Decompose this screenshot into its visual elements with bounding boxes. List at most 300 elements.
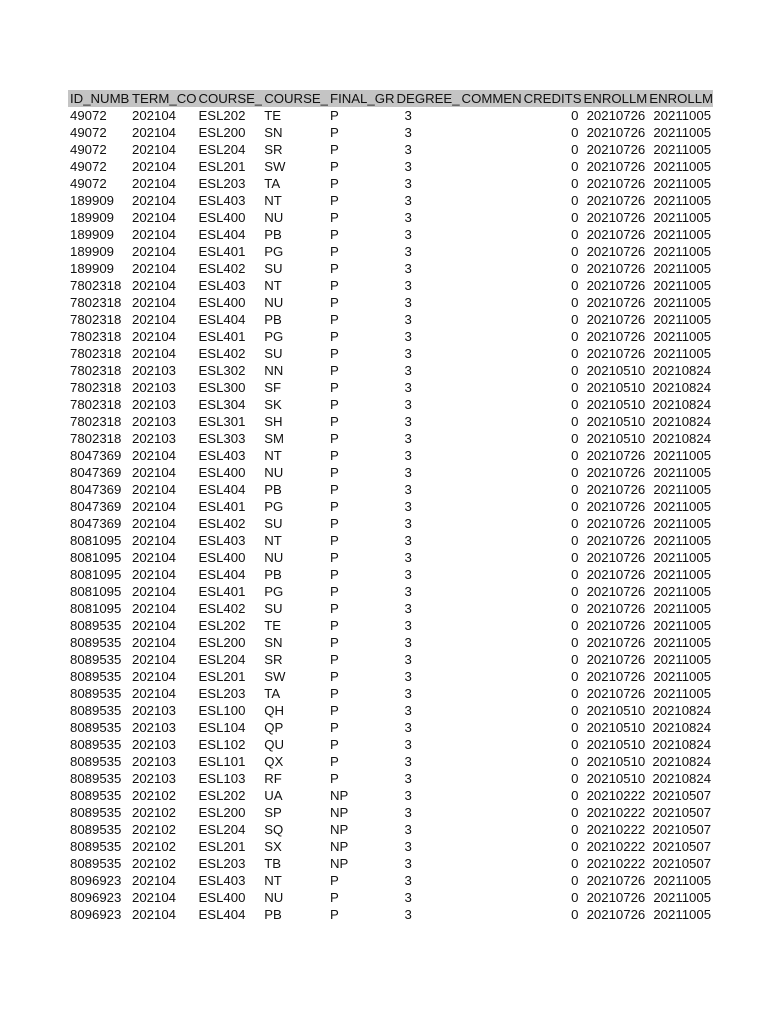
cell-enroll-end: 20211005 <box>653 533 712 548</box>
cell-course-section: SF <box>264 380 282 395</box>
cell-degree: 3 <box>404 516 412 531</box>
cell-course-code: ESL202 <box>198 788 246 803</box>
cell-enroll-start: 20210726 <box>586 907 646 922</box>
cell-comment <box>460 719 522 736</box>
cell-enroll-end: 20211005 <box>653 159 712 174</box>
cell-final-grade: P <box>330 499 339 514</box>
cell-enroll-end: 20210507 <box>652 856 712 871</box>
cell-course-code: ESL203 <box>198 686 246 701</box>
cell-course-code: ESL300 <box>198 380 246 395</box>
cell-enroll-end: 20211005 <box>653 125 712 140</box>
cell-credits: 0 <box>571 703 579 718</box>
cell-course-code: ESL402 <box>198 261 246 276</box>
cell-id: 8089535 <box>70 720 122 735</box>
cell-term: 202104 <box>132 312 177 327</box>
cell-enroll-end: 20210824 <box>652 720 712 735</box>
cell-course-section: SK <box>264 397 282 412</box>
cell-credits: 0 <box>571 788 579 803</box>
cell-credits: 0 <box>571 397 579 412</box>
cell-id: 189909 <box>70 193 115 208</box>
cell-course-section: NT <box>264 278 282 293</box>
cell-enroll-end: 20211005 <box>653 295 712 310</box>
cell-term: 202103 <box>132 737 177 752</box>
cell-final-grade: P <box>330 482 339 497</box>
cell-course-code: ESL402 <box>198 601 246 616</box>
cell-final-grade: P <box>330 278 339 293</box>
cell-course-code: ESL401 <box>198 329 246 344</box>
table-row <box>68 753 713 770</box>
cell-comment <box>460 872 522 889</box>
cell-enroll-start: 20210726 <box>586 125 646 140</box>
cell-final-grade: P <box>330 142 339 157</box>
table-row <box>68 770 713 787</box>
cell-credits: 0 <box>571 873 579 888</box>
cell-id: 8089535 <box>70 839 122 854</box>
cell-course-code: ESL204 <box>198 652 246 667</box>
cell-degree: 3 <box>404 380 412 395</box>
cell-final-grade: P <box>330 295 339 310</box>
cell-enroll-start: 20210726 <box>586 210 646 225</box>
cell-id: 7802318 <box>70 278 122 293</box>
header-cell-degree: DEGREE_ <box>396 91 460 106</box>
cell-comment <box>460 464 522 481</box>
cell-course-section: SW <box>264 159 286 174</box>
cell-course-code: ESL400 <box>198 550 246 565</box>
cell-enroll-start: 20210510 <box>586 397 646 412</box>
table-row <box>68 158 713 175</box>
cell-enroll-end: 20211005 <box>653 244 712 259</box>
cell-course-section: TE <box>264 108 282 123</box>
cell-degree: 3 <box>404 261 412 276</box>
cell-id: 8047369 <box>70 448 122 463</box>
cell-course-code: ESL102 <box>198 737 246 752</box>
header-row <box>68 90 713 107</box>
cell-credits: 0 <box>571 108 579 123</box>
cell-enroll-start: 20210510 <box>586 754 646 769</box>
cell-enroll-start: 20210726 <box>586 686 646 701</box>
cell-degree: 3 <box>404 533 412 548</box>
cell-credits: 0 <box>571 414 579 429</box>
cell-id: 189909 <box>70 244 115 259</box>
table-row <box>68 583 713 600</box>
cell-enroll-start: 20210726 <box>586 601 646 616</box>
cell-course-code: ESL200 <box>198 635 246 650</box>
cell-degree: 3 <box>404 567 412 582</box>
cell-degree: 3 <box>404 329 412 344</box>
cell-credits: 0 <box>571 720 579 735</box>
cell-course-section: TE <box>264 618 282 633</box>
cell-enroll-start: 20210222 <box>586 788 646 803</box>
cell-final-grade: NP <box>330 822 349 837</box>
cell-final-grade: P <box>330 397 339 412</box>
cell-enroll-start: 20210726 <box>586 159 646 174</box>
cell-credits: 0 <box>571 210 579 225</box>
cell-enroll-end: 20211005 <box>653 312 712 327</box>
table-row <box>68 651 713 668</box>
cell-enroll-end: 20210824 <box>652 703 712 718</box>
cell-credits: 0 <box>571 244 579 259</box>
cell-comment <box>460 209 522 226</box>
cell-term: 202104 <box>132 346 177 361</box>
table-row <box>68 413 713 430</box>
cell-course-section: NU <box>264 890 284 905</box>
header-cell-enroll-start: ENROLLM <box>583 91 648 106</box>
cell-enroll-end: 20211005 <box>653 227 712 242</box>
cell-course-code: ESL404 <box>198 482 246 497</box>
cell-term: 202104 <box>132 159 177 174</box>
cell-enroll-end: 20211005 <box>653 652 712 667</box>
cell-course-section: TA <box>264 686 281 701</box>
cell-degree: 3 <box>404 142 412 157</box>
cell-degree: 3 <box>404 108 412 123</box>
cell-course-section: UA <box>264 788 283 803</box>
cell-id: 8096923 <box>70 907 122 922</box>
cell-credits: 0 <box>571 550 579 565</box>
table-row <box>68 379 713 396</box>
cell-enroll-end: 20211005 <box>653 482 712 497</box>
header-cell-course-section: COURSE_ <box>264 91 329 106</box>
table-row <box>68 277 713 294</box>
cell-credits: 0 <box>571 125 579 140</box>
cell-final-grade: P <box>330 873 339 888</box>
table-row <box>68 464 713 481</box>
cell-term: 202104 <box>132 550 177 565</box>
cell-course-code: ESL104 <box>198 720 246 735</box>
table-row <box>68 328 713 345</box>
cell-final-grade: P <box>330 193 339 208</box>
cell-course-section: NN <box>264 363 284 378</box>
cell-id: 8089535 <box>70 669 122 684</box>
cell-final-grade: NP <box>330 805 349 820</box>
cell-credits: 0 <box>571 295 579 310</box>
cell-enroll-end: 20210824 <box>652 754 712 769</box>
cell-final-grade: P <box>330 652 339 667</box>
table-row <box>68 226 713 243</box>
cell-course-code: ESL401 <box>198 584 246 599</box>
cell-term: 202104 <box>132 635 177 650</box>
cell-comment <box>460 804 522 821</box>
cell-enroll-end: 20211005 <box>653 686 712 701</box>
cell-id: 8089535 <box>70 754 122 769</box>
cell-id: 49072 <box>70 125 107 140</box>
cell-id: 7802318 <box>70 346 122 361</box>
cell-enroll-end: 20210507 <box>652 839 712 854</box>
cell-enroll-start: 20210726 <box>586 295 646 310</box>
cell-final-grade: P <box>330 108 339 123</box>
cell-enroll-end: 20211005 <box>653 329 712 344</box>
cell-credits: 0 <box>571 754 579 769</box>
cell-term: 202102 <box>132 839 177 854</box>
cell-enroll-start: 20210726 <box>586 533 646 548</box>
cell-enroll-end: 20211005 <box>653 278 712 293</box>
cell-final-grade: P <box>330 363 339 378</box>
cell-enroll-start: 20210726 <box>586 516 646 531</box>
table-row <box>68 685 713 702</box>
cell-course-code: ESL203 <box>198 176 246 191</box>
cell-final-grade: P <box>330 550 339 565</box>
cell-enroll-end: 20211005 <box>653 142 712 157</box>
cell-course-section: SU <box>264 516 283 531</box>
cell-id: 189909 <box>70 261 115 276</box>
cell-course-code: ESL304 <box>198 397 246 412</box>
table-row <box>68 634 713 651</box>
cell-course-code: ESL202 <box>198 108 246 123</box>
cell-term: 202104 <box>132 125 177 140</box>
cell-term: 202104 <box>132 499 177 514</box>
cell-enroll-end: 20210824 <box>652 380 712 395</box>
cell-credits: 0 <box>571 737 579 752</box>
cell-enroll-start: 20210726 <box>586 227 646 242</box>
header-cell-enroll-end: ENROLLM <box>649 91 714 106</box>
cell-enroll-start: 20210726 <box>586 448 646 463</box>
cell-degree: 3 <box>404 737 412 752</box>
cell-enroll-end: 20211005 <box>653 669 712 684</box>
cell-comment <box>460 753 522 770</box>
cell-course-code: ESL203 <box>198 856 246 871</box>
cell-credits: 0 <box>571 601 579 616</box>
cell-course-code: ESL202 <box>198 618 246 633</box>
cell-enroll-end: 20211005 <box>653 601 712 616</box>
cell-final-grade: P <box>330 176 339 191</box>
cell-course-section: PB <box>264 567 282 582</box>
cell-term: 202104 <box>132 261 177 276</box>
cell-term: 202103 <box>132 431 177 446</box>
cell-term: 202104 <box>132 516 177 531</box>
cell-degree: 3 <box>404 601 412 616</box>
cell-degree: 3 <box>404 788 412 803</box>
cell-credits: 0 <box>571 431 579 446</box>
cell-final-grade: P <box>330 907 339 922</box>
cell-course-section: SW <box>264 669 286 684</box>
cell-final-grade: P <box>330 414 339 429</box>
cell-comment <box>460 379 522 396</box>
cell-comment <box>460 226 522 243</box>
table-row <box>68 362 713 379</box>
cell-term: 202102 <box>132 856 177 871</box>
cell-credits: 0 <box>571 771 579 786</box>
cell-course-section: SN <box>264 125 283 140</box>
cell-course-code: ESL404 <box>198 312 246 327</box>
cell-degree: 3 <box>404 431 412 446</box>
cell-credits: 0 <box>571 907 579 922</box>
cell-comment <box>460 600 522 617</box>
cell-comment <box>460 617 522 634</box>
table-row <box>68 787 713 804</box>
cell-degree: 3 <box>404 363 412 378</box>
cell-credits: 0 <box>571 482 579 497</box>
cell-enroll-start: 20210726 <box>586 346 646 361</box>
cell-final-grade: P <box>330 380 339 395</box>
cell-term: 202104 <box>132 465 177 480</box>
enrollment-table <box>68 90 713 923</box>
cell-credits: 0 <box>571 516 579 531</box>
cell-final-grade: P <box>330 329 339 344</box>
cell-term: 202104 <box>132 686 177 701</box>
cell-degree: 3 <box>404 754 412 769</box>
cell-course-code: ESL403 <box>198 278 246 293</box>
table-row <box>68 311 713 328</box>
cell-course-code: ESL402 <box>198 346 246 361</box>
cell-enroll-start: 20210726 <box>586 261 646 276</box>
cell-comment <box>460 260 522 277</box>
cell-enroll-start: 20210222 <box>586 856 646 871</box>
cell-id: 8089535 <box>70 822 122 837</box>
cell-final-grade: P <box>330 669 339 684</box>
cell-term: 202104 <box>132 652 177 667</box>
table-row <box>68 175 713 192</box>
cell-enroll-start: 20210726 <box>586 108 646 123</box>
cell-course-section: SR <box>264 142 283 157</box>
cell-id: 8047369 <box>70 516 122 531</box>
cell-final-grade: P <box>330 431 339 446</box>
cell-degree: 3 <box>404 805 412 820</box>
cell-course-code: ESL403 <box>198 533 246 548</box>
cell-final-grade: P <box>330 686 339 701</box>
cell-degree: 3 <box>404 159 412 174</box>
cell-enroll-start: 20210510 <box>586 380 646 395</box>
cell-enroll-start: 20210510 <box>586 414 646 429</box>
cell-term: 202104 <box>132 142 177 157</box>
cell-enroll-end: 20211005 <box>653 465 712 480</box>
cell-enroll-start: 20210726 <box>586 890 646 905</box>
cell-enroll-end: 20210824 <box>652 431 712 446</box>
cell-degree: 3 <box>404 193 412 208</box>
cell-id: 7802318 <box>70 431 122 446</box>
cell-final-grade: P <box>330 159 339 174</box>
cell-final-grade: P <box>330 227 339 242</box>
cell-course-code: ESL201 <box>198 839 246 854</box>
cell-course-section: QP <box>264 720 284 735</box>
cell-credits: 0 <box>571 635 579 650</box>
cell-term: 202104 <box>132 567 177 582</box>
table-row <box>68 515 713 532</box>
cell-credits: 0 <box>571 618 579 633</box>
cell-credits: 0 <box>571 380 579 395</box>
cell-degree: 3 <box>404 414 412 429</box>
cell-id: 189909 <box>70 210 115 225</box>
cell-course-code: ESL101 <box>198 754 246 769</box>
cell-id: 7802318 <box>70 312 122 327</box>
cell-course-code: ESL301 <box>198 414 246 429</box>
header-cell-final-grade: FINAL_GR <box>330 91 395 106</box>
cell-course-code: ESL404 <box>198 227 246 242</box>
table-row <box>68 260 713 277</box>
cell-final-grade: P <box>330 261 339 276</box>
cell-enroll-end: 20211005 <box>653 193 712 208</box>
cell-enroll-start: 20210726 <box>586 550 646 565</box>
cell-term: 202102 <box>132 805 177 820</box>
cell-credits: 0 <box>571 448 579 463</box>
cell-course-section: PG <box>264 244 284 259</box>
cell-comment <box>460 634 522 651</box>
cell-comment <box>460 549 522 566</box>
table-row <box>68 447 713 464</box>
table-row <box>68 804 713 821</box>
cell-term: 202104 <box>132 278 177 293</box>
cell-enroll-start: 20210726 <box>586 567 646 582</box>
cell-credits: 0 <box>571 856 579 871</box>
table-row <box>68 141 713 158</box>
cell-id: 8089535 <box>70 788 122 803</box>
cell-degree: 3 <box>404 278 412 293</box>
cell-term: 202103 <box>132 703 177 718</box>
cell-course-section: PG <box>264 499 284 514</box>
cell-credits: 0 <box>571 193 579 208</box>
cell-term: 202104 <box>132 227 177 242</box>
cell-term: 202104 <box>132 907 177 922</box>
cell-id: 49072 <box>70 108 107 123</box>
cell-course-code: ESL403 <box>198 193 246 208</box>
cell-course-section: PG <box>264 584 284 599</box>
cell-enroll-end: 20211005 <box>653 907 712 922</box>
cell-degree: 3 <box>404 618 412 633</box>
cell-degree: 3 <box>404 312 412 327</box>
cell-degree: 3 <box>404 873 412 888</box>
cell-enroll-start: 20210726 <box>586 669 646 684</box>
cell-final-grade: P <box>330 312 339 327</box>
table-row <box>68 209 713 226</box>
cell-term: 202104 <box>132 601 177 616</box>
table-row <box>68 736 713 753</box>
cell-comment <box>460 889 522 906</box>
cell-course-section: PB <box>264 907 282 922</box>
cell-final-grade: P <box>330 601 339 616</box>
cell-enroll-start: 20210726 <box>586 618 646 633</box>
cell-degree: 3 <box>404 499 412 514</box>
cell-id: 49072 <box>70 142 107 157</box>
cell-final-grade: P <box>330 737 339 752</box>
cell-term: 202104 <box>132 873 177 888</box>
cell-credits: 0 <box>571 533 579 548</box>
table-row <box>68 294 713 311</box>
cell-term: 202104 <box>132 669 177 684</box>
cell-id: 8089535 <box>70 805 122 820</box>
cell-enroll-end: 20211005 <box>653 890 712 905</box>
cell-final-grade: P <box>330 890 339 905</box>
header-cell-credits: CREDITS <box>523 91 582 106</box>
cell-term: 202104 <box>132 482 177 497</box>
cell-enroll-start: 20210726 <box>586 193 646 208</box>
table-row <box>68 498 713 515</box>
cell-comment <box>460 855 522 872</box>
cell-comment <box>460 838 522 855</box>
cell-credits: 0 <box>571 312 579 327</box>
cell-id: 49072 <box>70 176 107 191</box>
cell-course-section: SQ <box>264 822 284 837</box>
cell-enroll-start: 20210726 <box>586 176 646 191</box>
cell-degree: 3 <box>404 482 412 497</box>
cell-course-section: NT <box>264 873 282 888</box>
cell-credits: 0 <box>571 584 579 599</box>
cell-id: 8081095 <box>70 533 122 548</box>
cell-course-section: SM <box>264 431 285 446</box>
cell-degree: 3 <box>404 176 412 191</box>
cell-enroll-start: 20210726 <box>586 635 646 650</box>
cell-term: 202104 <box>132 193 177 208</box>
table-row <box>68 396 713 413</box>
cell-degree: 3 <box>404 346 412 361</box>
table-row <box>68 617 713 634</box>
table-row <box>68 838 713 855</box>
cell-enroll-end: 20211005 <box>653 618 712 633</box>
cell-comment <box>460 447 522 464</box>
cell-course-section: NT <box>264 448 282 463</box>
cell-term: 202104 <box>132 210 177 225</box>
cell-course-section: NU <box>264 210 284 225</box>
cell-course-code: ESL404 <box>198 907 246 922</box>
cell-credits: 0 <box>571 329 579 344</box>
cell-comment <box>460 651 522 668</box>
